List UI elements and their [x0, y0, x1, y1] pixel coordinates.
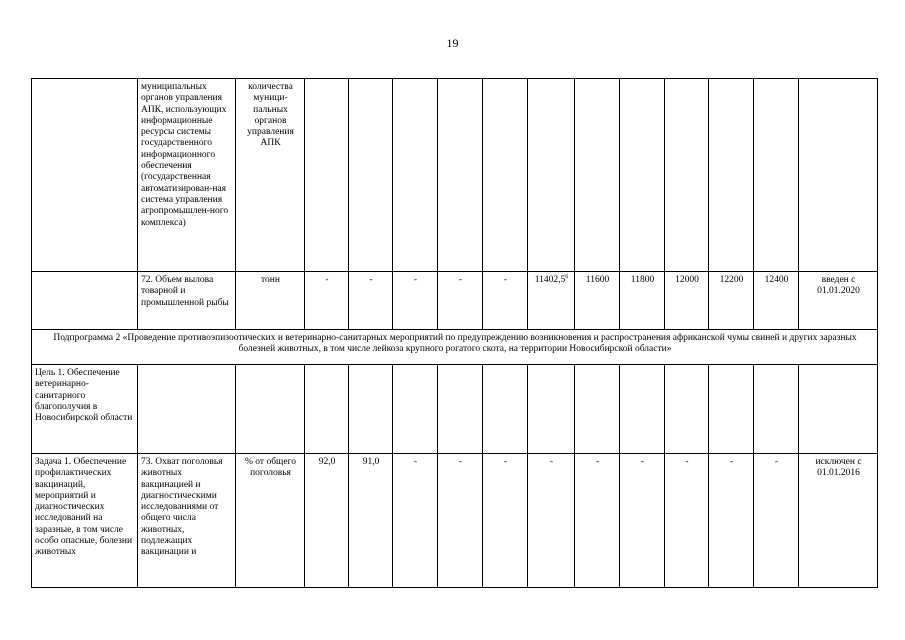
unit-cell: тонн: [236, 272, 305, 330]
footnote-marker: 6: [565, 273, 569, 280]
value-cell: -: [438, 454, 483, 588]
task-cell: [32, 272, 138, 330]
value-cell: [528, 365, 575, 454]
table-row: [32, 454, 878, 588]
subprogram-title: Подпрограмма 2 «Проведение противоэпизоотических и ветеринарно-санитарных мероприятий по предупреждению возникновения и распространения африканской чумы свиней и других заразных болезней животных, в том числе лейкоза крупного рогатого скота, на территории Новосибирской области»: [32, 330, 878, 365]
value-cell: [575, 365, 620, 454]
value-cell: -: [483, 272, 528, 330]
value-cell: -: [305, 272, 349, 330]
value-cell: [393, 365, 438, 454]
value-cell: [575, 79, 620, 272]
value-cell: 11600: [575, 272, 620, 330]
task-cell: Задача 1. Обеспечение профилактических вакцинаций, мероприятий и диагностических исследований на заразные, в том числе особо опасные, болезни животных: [32, 454, 138, 588]
value-cell: [528, 272, 575, 330]
value-cell: [305, 79, 349, 272]
value-cell: -: [438, 272, 483, 330]
value-cell: [438, 365, 483, 454]
value-cell: -: [349, 272, 393, 330]
indicator-cell: 72. Объем вылова товарной и промышленной рыбы: [138, 272, 236, 330]
value-cell: [393, 79, 438, 272]
value-cell: [709, 79, 754, 272]
value-cell: [305, 365, 349, 454]
unit-cell: [236, 365, 305, 454]
value-cell: 92,0: [305, 454, 349, 588]
value-cell: -: [620, 454, 665, 588]
value-cell: [620, 79, 665, 272]
value-cell: -: [575, 454, 620, 588]
value-cell: [665, 79, 709, 272]
table-row: [32, 272, 878, 330]
value-cell: 12000: [665, 272, 709, 330]
value-cell: -: [393, 454, 438, 588]
value-cell: -: [393, 272, 438, 330]
note-cell: введен с 01.01.2020: [799, 272, 878, 330]
indicator-cell: 73. Охват поголовья животных вакцинацией и диагностическими исследованиями от общего числа животных, подлежащих вакцинации и: [138, 454, 236, 588]
indicator-cell: муниципальных органов управления АПК, использующих информационные ресурсы системы государственного информационного обеспечения (государственная автоматизирован-ная система управления агропромышлен-ного комплекса): [138, 79, 236, 272]
value-text: 11402,5: [534, 275, 566, 285]
value-cell: 12400: [754, 272, 799, 330]
value-cell: [620, 365, 665, 454]
unit-cell: количества муници-пальных органов управления АПК: [236, 79, 305, 272]
indicator-cell: [138, 365, 236, 454]
value-cell: -: [754, 454, 799, 588]
table-row: [32, 330, 878, 365]
value-cell: 12200: [709, 272, 754, 330]
value-cell: [709, 365, 754, 454]
value-cell: -: [665, 454, 709, 588]
value-cell: [754, 365, 799, 454]
value-cell: [483, 79, 528, 272]
table-row: [32, 365, 878, 454]
goal-cell: Цель 1. Обеспечение ветеринарно-санитарного благополучия в Новосибирской области: [32, 365, 138, 454]
note-cell: исключен с 01.01.2016: [799, 454, 878, 588]
value-cell: [349, 365, 393, 454]
value-cell: [528, 79, 575, 272]
page-number: 19: [446, 36, 459, 50]
task-cell: [32, 79, 138, 272]
value-cell: [665, 365, 709, 454]
value-cell: [438, 79, 483, 272]
note-cell: [799, 79, 878, 272]
value-cell: -: [528, 454, 575, 588]
unit-cell: % от общего поголовья: [236, 454, 305, 588]
value-cell: 11800: [620, 272, 665, 330]
value-cell: -: [709, 454, 754, 588]
table-row: [32, 79, 878, 272]
value-cell: -: [483, 454, 528, 588]
note-cell: [799, 365, 878, 454]
value-cell: [754, 79, 799, 272]
indicators-table: [31, 78, 878, 588]
value-cell: 91,0: [349, 454, 393, 588]
value-cell: [349, 79, 393, 272]
value-cell: [483, 365, 528, 454]
